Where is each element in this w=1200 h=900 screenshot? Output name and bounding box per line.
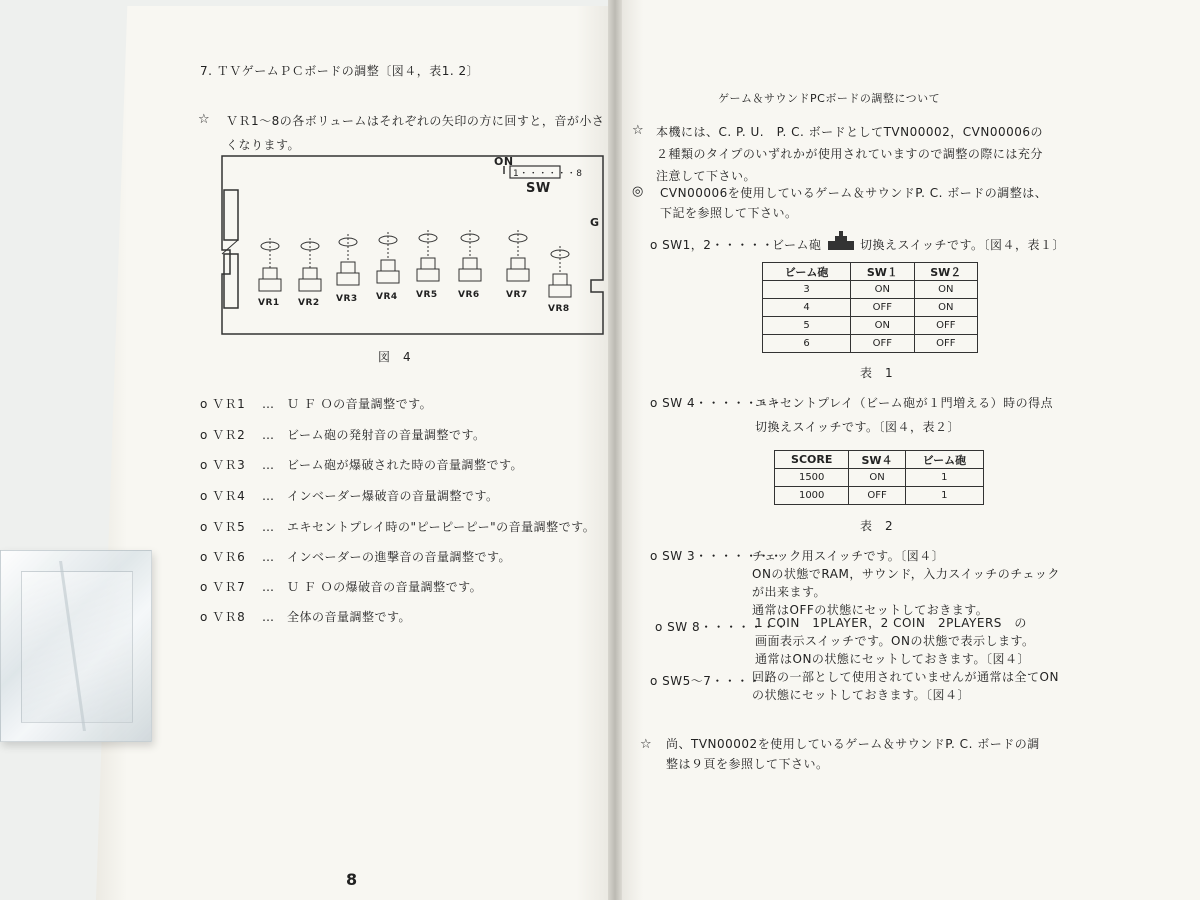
- vr-item-label: o ＶＲ7: [200, 580, 246, 594]
- sw57-label: o SW5～7・・・・・: [650, 674, 774, 688]
- beam-cannon-table: [762, 262, 978, 353]
- sw4-label: o SW 4・・・・・・・: [650, 396, 783, 410]
- dip-switch-text: 1・・・・・・8: [513, 169, 583, 179]
- table-cell: OFF: [849, 487, 905, 505]
- table2-header: ビーム砲: [905, 451, 983, 469]
- table1-caption: 表 1: [860, 366, 894, 380]
- vr-item-desc: … 全体の音量調整です。: [262, 610, 412, 624]
- right-page-title: ゲーム＆サウンドPCボードの調整について: [718, 92, 941, 105]
- sw8-line1: 1 COIN 1PLAYER，2 COIN 2PLAYERS の: [755, 616, 1027, 630]
- circle-mark: ◎: [632, 184, 644, 199]
- sw57-line1: 回路の一部として使用されていませんが通常は全てON: [752, 670, 1059, 684]
- sw12-text-a: ビーム砲: [772, 238, 822, 252]
- note-line-1: ＶＲ1～8の各ボリュームはそれぞれの矢印の方に回すと，音が小さ: [226, 114, 605, 128]
- table-cell: 4: [763, 299, 851, 317]
- table-cell: OFF: [914, 317, 977, 335]
- note-line-2: くなります。: [226, 138, 301, 152]
- sw3-line4: 通常はOFFの状態にセットしておきます。: [752, 603, 989, 617]
- table-cell: 6: [763, 335, 851, 353]
- para2-line2: 下記を参照して下さい。: [660, 206, 798, 220]
- vr-item-label: o ＶＲ5: [200, 520, 246, 534]
- vr1-label: VR1: [258, 298, 280, 308]
- star-mark: ☆: [632, 123, 644, 138]
- table1-header: SW２: [914, 263, 977, 281]
- table-cell: ON: [849, 469, 905, 487]
- vr-item-desc: … エキセントプレイ時の"ピーピーピー"の音量調整です。: [262, 520, 596, 534]
- table-row: [775, 487, 984, 505]
- para1-line2: ２種類のタイプのいずれかが使用されていますので調整の際には充分: [656, 147, 1043, 161]
- vr-item-desc: … ビーム砲が爆破された時の音量調整です。: [262, 458, 524, 472]
- vr7-label: VR7: [506, 290, 528, 300]
- table-cell: ON: [851, 281, 914, 299]
- table-cell: 5: [763, 317, 851, 335]
- vr4-label: VR4: [376, 292, 398, 302]
- vr-item-label: o ＶＲ8: [200, 610, 246, 624]
- table2-caption: 表 2: [860, 519, 894, 533]
- page-number: 8: [346, 870, 358, 889]
- table-row: [763, 299, 978, 317]
- section-title: 7. ＴＶゲームＰＣボードの調整〔図４，表1. 2〕: [200, 64, 480, 78]
- acrylic-cube-paperweight: [0, 550, 152, 742]
- vr-item-label: o ＶＲ6: [200, 550, 246, 564]
- sw3-line3: が出来ます。: [752, 585, 827, 599]
- sw3-line1: チェック用スイッチです。〔図４〕: [752, 549, 945, 563]
- g-label: G: [590, 216, 600, 229]
- left-page: [96, 6, 618, 900]
- vr-item-desc: … インベーダー爆破音の音量調整です。: [262, 489, 499, 503]
- sw4-line2: 切換えスイッチです。〔図４，表２〕: [755, 420, 961, 434]
- star-mark: ☆: [198, 112, 210, 127]
- vr-item-desc: … インベーダーの進撃音の音量調整です。: [262, 550, 512, 564]
- table1-header: SW１: [851, 263, 914, 281]
- sw8-line2: 画面表示スイッチです。ONの状態で表示します。: [755, 634, 1035, 648]
- sw8-label: o SW 8・・・・・・・: [655, 620, 788, 634]
- table-row: [763, 317, 978, 335]
- table-cell: OFF: [851, 299, 914, 317]
- table1-header: ビーム砲: [763, 263, 851, 281]
- table-cell: 1000: [775, 487, 849, 505]
- book-gutter: [608, 0, 622, 900]
- vr6-label: VR6: [458, 290, 480, 300]
- para2-line1: CVN00006を使用しているゲーム＆サウンドP. C. ボードの調整は、: [660, 186, 1048, 200]
- figure-caption: 図 4: [378, 350, 412, 364]
- table2-header: SCORE: [775, 451, 849, 469]
- table-cell: 3: [763, 281, 851, 299]
- cannon-icon: [826, 231, 856, 251]
- sw12-label: o SW1，2・・・・・: [650, 238, 774, 252]
- sw4-line1: エキセントプレイ（ビーム砲が１門増える）時の得点: [755, 396, 1054, 410]
- on-label: ON: [494, 155, 514, 168]
- score-table: [774, 450, 984, 505]
- sw3-line2: ONの状態でRAM，サウンド，入力スイッチのチェック: [752, 567, 1060, 581]
- para3-line2: 整は９頁を参照して下さい。: [666, 757, 829, 771]
- table-cell: OFF: [851, 335, 914, 353]
- sw12-text-b: 切換えスイッチです。〔図４，表１〕: [860, 238, 1066, 252]
- vr8-label: VR8: [548, 304, 570, 314]
- table-cell: ON: [914, 281, 977, 299]
- vr-item-desc: … Ｕ Ｆ Ｏの爆破音の音量調整です。: [262, 580, 483, 594]
- table-cell: ON: [914, 299, 977, 317]
- vr-item-desc: … ビーム砲の発射音の音量調整です。: [262, 428, 486, 442]
- vr-item-label: o ＶＲ2: [200, 428, 246, 442]
- table-cell: 1: [905, 469, 983, 487]
- vr2-label: VR2: [298, 298, 320, 308]
- vr-item-desc: … Ｕ Ｆ Ｏの音量調整です。: [262, 397, 433, 411]
- para3-line1: 尚、TVN00002を使用しているゲーム＆サウンドP. C. ボードの調: [666, 737, 1040, 751]
- table-row: [775, 469, 984, 487]
- table-cell: 1: [905, 487, 983, 505]
- vr-item-label: o ＶＲ4: [200, 489, 246, 503]
- vr-knobs: [259, 230, 571, 297]
- para1-line3: 注意して下さい。: [656, 169, 757, 183]
- vr-item-label: o ＶＲ1: [200, 397, 246, 411]
- vr5-label: VR5: [416, 290, 438, 300]
- sw3-label: o SW 3・・・・・・・: [650, 549, 783, 563]
- sw-label: SW: [526, 181, 551, 196]
- table-row: [763, 281, 978, 299]
- star-mark: ☆: [640, 737, 652, 752]
- sw57-line2: の状態にセットしておきます。〔図４〕: [752, 688, 971, 702]
- table-row: [763, 335, 978, 353]
- table-cell: 1500: [775, 469, 849, 487]
- table-cell: OFF: [914, 335, 977, 353]
- table2-header: SW４: [849, 451, 905, 469]
- vr3-label: VR3: [336, 294, 358, 304]
- sw8-line3: 通常はONの状態にセットしておきます。〔図４〕: [755, 652, 1030, 666]
- para1-line1: 本機には、C. P. U. P. C. ボードとしてTVN00002，CVN00006の: [656, 125, 1044, 139]
- vr-item-label: o ＶＲ3: [200, 458, 246, 472]
- table-cell: ON: [851, 317, 914, 335]
